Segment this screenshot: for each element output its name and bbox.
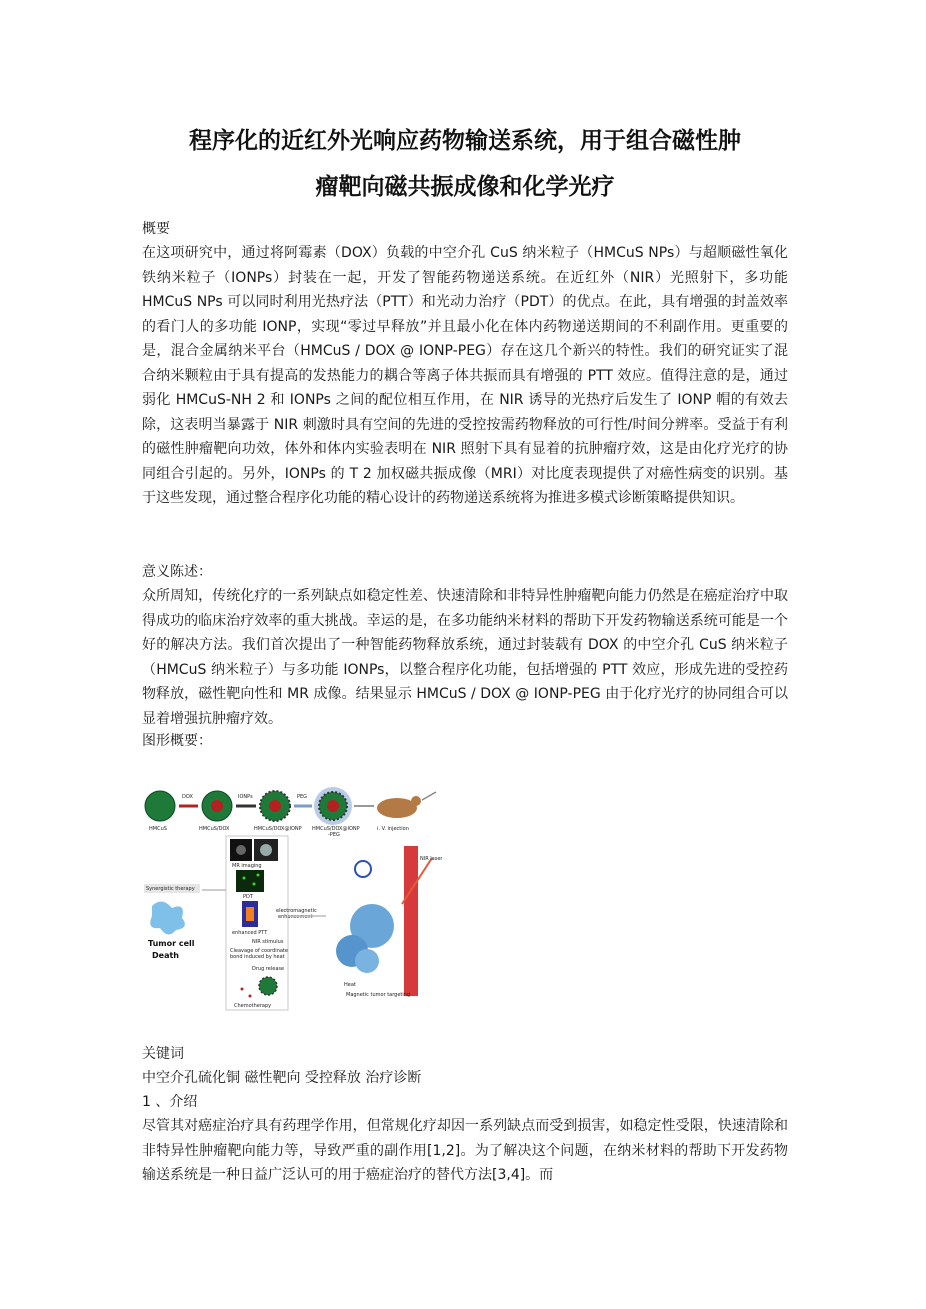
- significance-heading: 意义陈述：: [142, 564, 212, 580]
- label-tumor-death1: Tumor cell: [148, 939, 195, 948]
- label-np2: HMCuS/DOX: [199, 826, 230, 832]
- abstract-text: 在这项研究中，通过将阿霉素（DOX）负载的中空介孔 CuS 纳米粒子（HMCuS NPs）与超顺磁性氧化铁纳米粒子（IONPs）封装在一起，开发了智能药物递送系统。在近红外（NIR）光照射下，多功能 HMCuS NPs 可以同时利用光热疗法（PTT）和光动力治疗（PDT）的优点。在此，具有增强的封盖效率的看门人的多功能 IONP，实现“零过早释放”并且最小化在体内药物递送期间的不利副作用。更重要的是，混合金属纳米平台（HMCuS / DOX @ IONP-PEG）存在这几个新兴的特性。我们的研究证实了混合纳米颗粒由于具有提高的发热能力的耦合等离子体共振而具有增强的 PTT 效应。值得注意的是，通过弱化 HMCuS-NH 2 和 IONPs 之间的配位相互作用，在 NIR 诱导的光热疗后发生了 IONP 帽的有效去除，这表明当暴露于 NIR 刺激时具有空间的先进的受控按需药物释放的可行性/时间分辨率。受益于有利的磁性肿瘤靶向功效，体外和体内实验表明在 NIR 照射下具有显着的抗肿瘤疗效，这是由化疗光疗的协同组合引起的。另外，IONPs 的 T 2 加权磁共振成像（MRI）对比度表现提供了对癌性病变的识别。基于这些发现，通过整合程序化功能的精心设计的药物递送系统将为推进多模式诊断策略提供知识。: [142, 245, 788, 506]
- label-cleavage2: bond induced by heat: [230, 954, 285, 960]
- label-nir-laser: NIR laser: [420, 856, 442, 862]
- label-arrow-dox: DOX: [182, 794, 193, 800]
- syringe-icon: [422, 792, 436, 800]
- dox-core-3: [327, 800, 339, 812]
- dox-core: [211, 800, 223, 812]
- mr-spot-1: [236, 845, 246, 855]
- title-line-2: 瘤靶向磁共振成像和化学光疗: [315, 174, 615, 200]
- label-injection: i. V. injection: [377, 826, 409, 832]
- document-title: [142, 118, 788, 210]
- hmcus-particle: [145, 791, 175, 821]
- tumor-mass-3: [355, 949, 379, 973]
- pdt-image: [236, 870, 264, 892]
- dox-molecule: [249, 995, 252, 998]
- label-arrow-ionps: IONPs: [238, 794, 253, 800]
- label-magnetic: Magnetic tumor targeting: [346, 992, 411, 998]
- label-np4b: -PEG: [328, 832, 340, 838]
- label-em1: electromagnetic: [276, 908, 317, 914]
- label-np4a: HMCuS/DOX@IONP: [312, 826, 360, 832]
- pdt-dot: [243, 877, 246, 880]
- release-particle: [259, 977, 277, 995]
- magnet-icon: [355, 861, 371, 877]
- mr-spot-2: [260, 844, 272, 856]
- graphical-abstract-figure: [142, 776, 442, 1016]
- blood-vessel: [404, 846, 418, 996]
- label-mr: MR imaging: [232, 863, 262, 869]
- label-chemo: Chemotherapy: [234, 1003, 272, 1009]
- keywords-text: 中空介孔硫化铜 磁性靶向 受控释放 治疗诊断: [142, 1070, 422, 1086]
- graphical-abstract-heading: 图形概要：: [142, 733, 212, 749]
- pdt-dot: [257, 874, 260, 877]
- label-enhanced-ptt: enhanced PTT: [232, 930, 268, 936]
- ptt-hotspot: [246, 907, 254, 921]
- intro-text: 尽管其对癌症治疗具有药理学作用，但常规化疗却因一系列缺点而受到损害，如稳定性受限，快速清除和非特异性肿瘤靶向能力等，导致严重的副作用[1,2]。为了解决这个问题，在纳米材料的帮助下开发药物输送系统是一种日益广泛认可的用于癌症治疗的替代方法[3,4]。而: [142, 1118, 788, 1183]
- label-drug-release: Drug release: [252, 966, 285, 972]
- label-np3: HMCuS/DOX@IONP: [254, 826, 302, 832]
- graphical-abstract-svg: [142, 776, 442, 1016]
- keywords-heading: 关键词: [142, 1046, 184, 1062]
- label-em2: enhancement: [278, 914, 313, 920]
- label-tumor-death2: Death: [152, 951, 179, 960]
- intro-heading: 1 、介绍: [142, 1094, 198, 1110]
- significance-text: 众所周知，传统化疗的一系列缺点如稳定性差、快速清除和非特异性肿瘤靶向能力仍然是在癌症治疗中取得成功的临床治疗效率的重大挑战。幸运的是，在多功能纳米材料的帮助下开发药物输送系统可能是一个好的解决方法。我们首次提出了一种智能药物释放系统，通过封装载有 DOX 的中空介孔 CuS 纳米粒子（HMCuS 纳米粒子）与多功能 IONPs，以整合程序化功能，包括增强的 PTT 效应，形成先进的受控药物释放，磁性靶向性和 MR 成像。结果显示 HMCuS / DOX @ IONP-PEG 由于化疗光疗的协同组合可以显着增强抗肿瘤疗效。: [142, 588, 788, 727]
- label-pdt: PDT: [243, 894, 253, 900]
- label-synergistic: Synergistic therapy: [146, 886, 195, 892]
- label-arrow-peg: PEG: [297, 794, 308, 800]
- label-heat: Heat: [344, 982, 356, 988]
- mouse-head: [411, 796, 421, 806]
- tumor-cell-icon: [150, 901, 185, 934]
- title-line-1: 程序化的近红外光响应药物输送系统，用于组合磁性肿: [189, 128, 741, 154]
- dox-core-2: [269, 800, 281, 812]
- label-np1: HMCuS: [149, 826, 167, 832]
- dox-molecule: [241, 988, 244, 991]
- label-cleavage1: Cleavage of coordinate: [230, 948, 288, 954]
- abstract-heading: 概要: [142, 221, 170, 237]
- pdt-dot: [253, 883, 256, 886]
- label-nir-stimulus: NIR stimulus: [252, 939, 284, 945]
